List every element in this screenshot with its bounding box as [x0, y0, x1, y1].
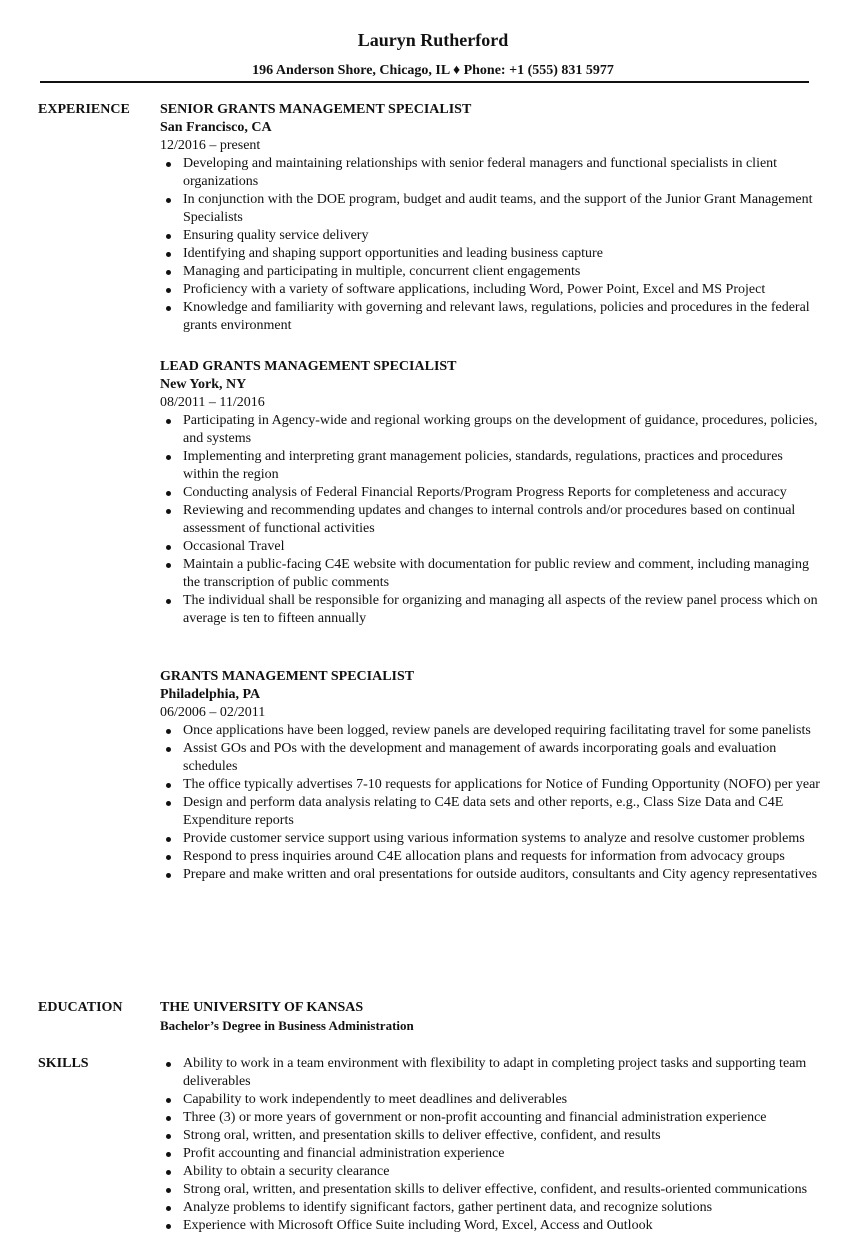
school-name: THE UNIVERSITY OF KANSAS: [160, 1000, 364, 1015]
job-bullets: [160, 155, 820, 335]
bullet-icon: [166, 563, 171, 568]
skills-list-wrapper: [160, 1055, 820, 1235]
list-item: Strong oral, written, and presentation skills to deliver effective, confident, and results-oriented communications: [160, 1181, 820, 1199]
bullet-icon: [166, 288, 171, 293]
job-title: GRANTS MANAGEMENT SPECIALIST: [160, 669, 415, 684]
list-item: Occasional Travel: [160, 538, 820, 556]
list-item: Prepare and make written and oral presentations for outside auditors, consultants and City agency representatives: [160, 866, 820, 884]
bullet-icon: [166, 783, 171, 788]
job-location: San Francisco, CA: [160, 120, 272, 135]
education-entry: [160, 999, 820, 1035]
list-item: Profit accounting and financial administration experience: [160, 1145, 820, 1163]
header-divider: [40, 81, 809, 83]
list-item: Developing and maintaining relationships with senior federal managers and functional specialists in client organizations: [160, 155, 820, 191]
bullet-icon: [166, 747, 171, 752]
list-item: Analyze problems to identify significant factors, gather pertinent data, and recognize solutions: [160, 1199, 820, 1217]
degree: Bachelor’s Degree in Business Administration: [160, 1018, 414, 1033]
bullet-icon: [166, 306, 171, 311]
list-item: Capability to work independently to meet deadlines and deliverables: [160, 1091, 820, 1109]
bullet-icon: [166, 1062, 171, 1067]
bullet-icon: [166, 1098, 171, 1103]
job-title: LEAD GRANTS MANAGEMENT SPECIALIST: [160, 359, 457, 374]
list-item: Conducting analysis of Federal Financial Reports/Program Progress Reports for completeness and accuracy: [160, 484, 820, 502]
list-item: Three (3) or more years of government or non-profit accounting and financial administration experience: [160, 1109, 820, 1127]
bullet-icon: [166, 162, 171, 167]
bullet-icon: [166, 837, 171, 842]
job-bullets: [160, 722, 820, 884]
job-entry: [160, 101, 820, 335]
bullet-icon: [166, 1188, 171, 1193]
bullet-icon: [166, 1224, 171, 1229]
job-bullets: [160, 412, 820, 628]
bullet-icon: [166, 1152, 171, 1157]
list-item: Managing and participating in multiple, concurrent client engagements: [160, 263, 820, 281]
list-item: Reviewing and recommending updates and changes to internal controls and/or procedures based on continual assessment of functional activities: [160, 502, 820, 538]
list-item: Knowledge and familiarity with governing and relevant laws, regulations, policies and procedures in the federal grants environment: [160, 299, 820, 335]
list-item: Ensuring quality service delivery: [160, 227, 820, 245]
list-item: Identifying and shaping support opportunities and leading business capture: [160, 245, 820, 263]
bullet-icon: [166, 1206, 171, 1211]
list-item: Participating in Agency-wide and regional working groups on the development of guidance, procedures, policies, and systems: [160, 412, 820, 448]
bullet-icon: [166, 234, 171, 239]
skills-list: [160, 1055, 820, 1235]
bullet-icon: [166, 1170, 171, 1175]
bullet-icon: [166, 729, 171, 734]
bullet-icon: [166, 491, 171, 496]
education-heading: EDUCATION: [38, 1000, 123, 1015]
list-item: The individual shall be responsible for organizing and managing all aspects of the review panel process which on average is ten to fifteen annually: [160, 592, 820, 628]
bullet-icon: [166, 1116, 171, 1121]
list-item: Assist GOs and POs with the development and management of awards incorporating goals and evaluation schedules: [160, 740, 820, 776]
list-item: In conjunction with the DOE program, budget and audit teams, and the support of the Junior Grant Management Specialists: [160, 191, 820, 227]
job-dates: 08/2011 – 11/2016: [160, 395, 265, 410]
bullet-icon: [166, 419, 171, 424]
bullet-icon: [166, 198, 171, 203]
list-item: Respond to press inquiries around C4E allocation plans and requests for information from advocacy groups: [160, 848, 820, 866]
job-location: New York, NY: [160, 377, 247, 392]
bullet-icon: [166, 545, 171, 550]
experience-heading: EXPERIENCE: [38, 102, 130, 117]
candidate-name: Lauryn Rutherford: [357, 30, 509, 50]
bullet-icon: [166, 509, 171, 514]
bullet-icon: [166, 1134, 171, 1139]
list-item: Design and perform data analysis relating to C4E data sets and other reports, e.g., Class Size Data and C4E Expenditure reports: [160, 794, 820, 830]
bullet-icon: [166, 455, 171, 460]
job-title: SENIOR GRANTS MANAGEMENT SPECIALIST: [160, 102, 472, 117]
bullet-icon: [166, 855, 171, 860]
bullet-icon: [166, 252, 171, 257]
list-item: Strong oral, written, and presentation skills to deliver effective, confident, and results: [160, 1127, 820, 1145]
skills-heading: SKILLS: [38, 1056, 89, 1071]
job-entry: [160, 358, 820, 628]
list-item: Proficiency with a variety of software applications, including Word, Power Point, Excel and MS Project: [160, 281, 820, 299]
list-item: The office typically advertises 7-10 requests for applications for Notice of Funding Opportunity (NOFO) per year: [160, 776, 820, 794]
list-item: Experience with Microsoft Office Suite including Word, Excel, Access and Outlook: [160, 1217, 820, 1235]
list-item: Maintain a public-facing C4E website with documentation for public review and comment, including managing the transcription of public comments: [160, 556, 820, 592]
bullet-icon: [166, 270, 171, 275]
contact-line: 196 Anderson Shore, Chicago, IL ♦ Phone: +1 (555) 831 5977: [252, 63, 614, 78]
list-item: Ability to obtain a security clearance: [160, 1163, 820, 1181]
job-dates: 06/2006 – 02/2011: [160, 705, 266, 720]
job-entry: [160, 668, 820, 884]
bullet-icon: [166, 599, 171, 604]
bullet-icon: [166, 801, 171, 806]
list-item: Ability to work in a team environment with flexibility to adapt in completing project tasks and supporting team deliverables: [160, 1055, 820, 1091]
list-item: Provide customer service support using various information systems to analyze and resolve customer problems: [160, 830, 820, 848]
job-dates: 12/2016 – present: [160, 138, 261, 153]
list-item: Once applications have been logged, review panels are developed requiring facilitating travel for some panelists: [160, 722, 820, 740]
job-location: Philadelphia, PA: [160, 687, 261, 702]
list-item: Implementing and interpreting grant management policies, standards, regulations, practices and procedures within the region: [160, 448, 820, 484]
bullet-icon: [166, 873, 171, 878]
